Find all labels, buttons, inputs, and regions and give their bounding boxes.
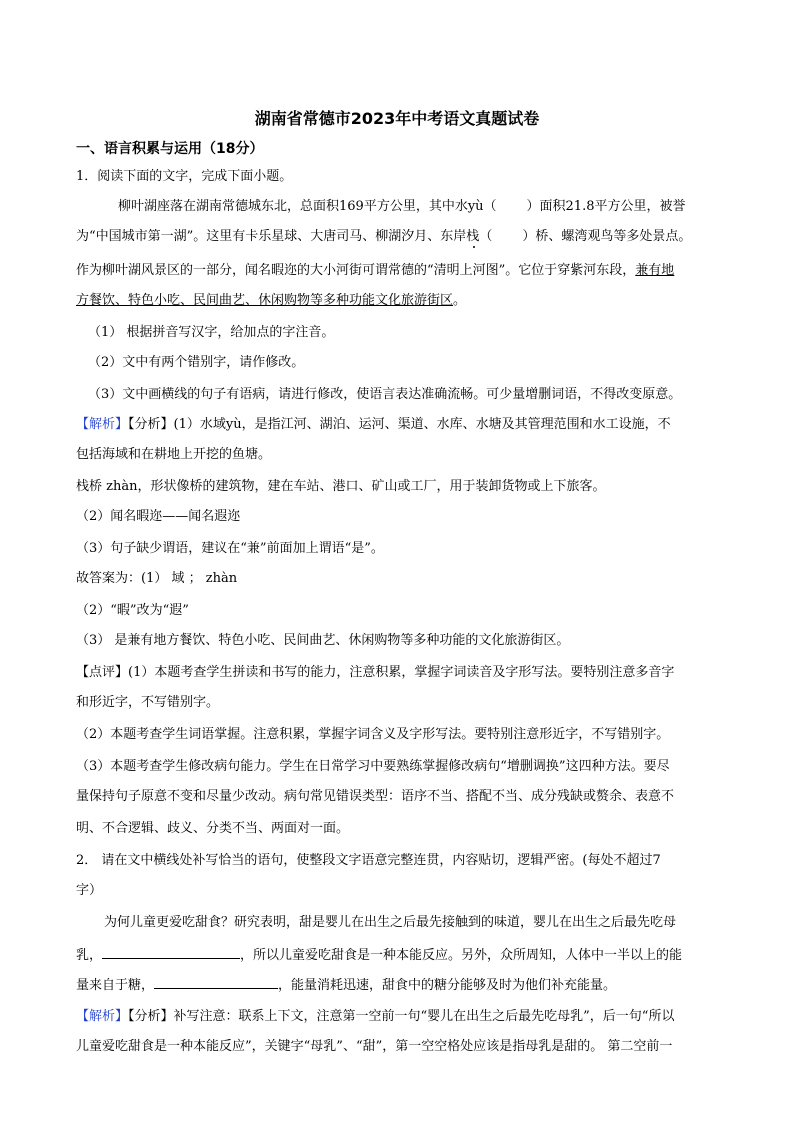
passage-line: 为何儿童更爱吃甜食？研究表明，甜是婴儿在出生之后最先接触到的味道，婴儿在出生之后最先吃母 [104, 915, 677, 930]
comment-line: （3）本题考查学生修改病句能力。学生在日常学习中要熟练掌握修改病句“增删调换”这四种方法。要尽 [76, 759, 670, 774]
dotted-character: 栈 [466, 229, 480, 244]
analysis-line: 儿童爱吃甜食是一种本能反应”，关键字“母乳”、“甜”，第一空空格处应该是指母乳是甜的。 第二空前一 [76, 1039, 673, 1054]
comment-line: （2）本题考查学生词语掌握。注意积累，掌握字词含义及字形写法。要特别注意形近字，不写错别字。 [76, 727, 670, 742]
passage-line: 柳叶湖座落在湖南常德城东北，总面积169平方公里，其中水yù（ ）面积21.8平方公里，被誉 [118, 199, 686, 214]
sub-question: （3）文中画横线的句子有语病，请进行修改，使语言表达准确流畅。可少量增删词语，不得改变原意。 [88, 387, 682, 402]
underlined-sentence: 方餐饮、特色小吃、民间曲艺、休闲购物等多种功能文化旅游街区 [76, 293, 454, 308]
passage-line: 乳， ，所以儿童爱吃甜食是一种本能反应。另外，众所周知，人体中一半以上的能 [76, 948, 683, 963]
analysis-line: 【解析】【分析】(1）水域yù，是指江河、湖泊、运河、渠道、水库、水塘及其管理范围和水工设施，不 [76, 417, 671, 432]
passage-line: 量来自于糖， ，能量消耗迅速，甜食中的糖分能够及时为他们补充能量。 [76, 978, 617, 993]
fill-in-blank-2[interactable] [154, 976, 278, 989]
comment-line: 和形近字，不写错别字。 [76, 695, 220, 710]
analysis-line: 栈桥 zhàn，形状像桥的建筑物，建在车站、港口、矿山或工厂，用于装卸货物或上下旅客。 [76, 479, 606, 494]
question-2-stem: 字） [76, 883, 103, 898]
fill-in-blank-1[interactable] [102, 946, 240, 959]
sub-question: （2）文中有两个错别字，请作修改。 [88, 355, 305, 370]
page-title: 湖南省常德市2023年中考语文真题试卷 [254, 109, 540, 128]
section-heading: 一、语言积累与运用（18分） [76, 141, 264, 157]
question-2-stem: 2． 请在文中横线处补写恰当的语句，使整段文字语意完整连贯，内容贴切，逻辑严密。(每处不超过7 [76, 853, 661, 868]
analysis-tag: 【解析】 [76, 417, 129, 432]
answer-line: 故答案为：(1） 域 ； zhàn [76, 571, 238, 586]
analysis-line: 【解析】【分析】补写注意：联系上下文，注意第一空前一句“婴儿在出生之后最先吃母乳”，后一句“所以 [76, 1009, 675, 1024]
comment-line: 量保持句子原意不变和尽量少改动。病句常见错误类型：语序不当、搭配不当、成分残缺或赘余、表意不 [76, 789, 675, 804]
analysis-line: 包括海域和在耕地上开挖的鱼塘。 [76, 447, 272, 462]
analysis-line: （2）闻名暇迩——闻名遐迩 [76, 509, 241, 524]
passage-line: 作为柳叶湖风景区的一部分，闻名暇迩的大小河街可谓常德的“清明上河图”。它位于穿紫河东段，兼有地 [76, 263, 675, 278]
analysis-line: （3）句子缺少谓语，建议在“兼”前面加上谓语“是”。 [76, 541, 384, 556]
answer-line: （3） 是兼有地方餐饮、特色小吃、民间曲艺、休闲购物等多种功能的文化旅游街区。 [76, 633, 570, 648]
passage-line: 方餐饮、特色小吃、民间曲艺、休闲购物等多种功能文化旅游街区。 [76, 293, 467, 308]
sub-question: （1） 根据拼音写汉字，给加点的字注音。 [88, 325, 335, 340]
answer-line: （2）“暇”改为“遐” [76, 603, 189, 618]
passage-line: 为“中国城市第一湖”。这里有卡乐星球、大唐司马、柳湖汐月、东岸栈（ ）桥、螺湾观鸟等多处景点。 [76, 229, 692, 244]
comment-line: 【点评】(1）本题考查学生拼读和书写的能力，注意积累，掌握字词读音及字形写法。要特别注意多音字 [76, 665, 675, 680]
underlined-sentence: 兼有地 [635, 263, 675, 278]
analysis-tag: 【解析】 [76, 1009, 129, 1024]
comment-line: 明、不合逻辑、歧义、分类不当、两面对一面。 [76, 821, 350, 836]
question-1-stem: 1．阅读下面的文字，完成下面小题。 [76, 169, 293, 184]
